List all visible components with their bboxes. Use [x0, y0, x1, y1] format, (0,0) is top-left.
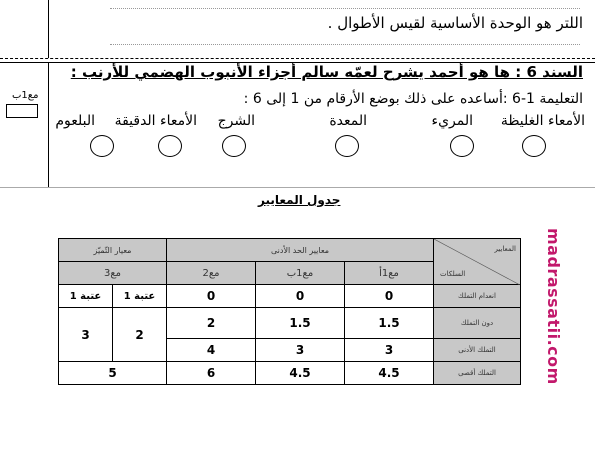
answer-circle[interactable] [158, 135, 182, 157]
answer-circle[interactable] [335, 135, 359, 157]
row-label: دون التملك [434, 308, 521, 339]
table-cell: 6 [167, 362, 256, 385]
diagonal-line [434, 239, 520, 285]
instruction-text: التعليمة 1-6 :أساعده على ذلك بوضع الأرقام من 1 إلى 6 : [243, 91, 583, 107]
part-label: الأمعاء الدقيقة [114, 113, 197, 129]
table-cell: 4 [167, 339, 256, 362]
table-cell: 2 [167, 308, 256, 339]
row-label: انعدام التملك [434, 285, 521, 308]
table-cell: عتبة 1 [59, 285, 113, 308]
answer-circle[interactable] [90, 135, 114, 157]
part-label: الشرج [217, 113, 255, 129]
table-cell: 4.5 [345, 362, 434, 385]
row-label: التملك أقصى [434, 362, 521, 385]
col-header: مع1ب [256, 262, 345, 285]
answer-circle[interactable] [450, 135, 474, 157]
section-separator [0, 58, 595, 59]
col-header: مع2 [167, 262, 256, 285]
part-label: البلعوم [55, 113, 95, 129]
section6-title: السند 6 : ها هو أحمد يشرح لعمّه سالم أجزاء الأنبوب الهضمي للأرنب : [70, 63, 583, 81]
row-label: التملك الأدنى [434, 339, 521, 362]
part-label: المعدة [329, 113, 367, 129]
table-cell: 3 [345, 339, 434, 362]
table-cell: 4.5 [256, 362, 345, 385]
score-label: مع1ب [12, 90, 39, 101]
col-header: مع1أ [345, 262, 434, 285]
answer-circle[interactable] [522, 135, 546, 157]
table-cell: 1.5 [345, 308, 434, 339]
statement-text: اللتر هو الوحدة الأساسية لقيس الأطوال . [327, 14, 583, 32]
criteria-table [58, 238, 521, 385]
table-cell: 0 [167, 285, 256, 308]
table-cell: 0 [345, 285, 434, 308]
group-excellence-header: معيار التّميّز [59, 239, 167, 262]
col-header: مع3 [59, 262, 167, 285]
table-cell: 2 [113, 308, 167, 362]
left-margin-line [48, 0, 49, 58]
part-label: المريء [431, 113, 473, 129]
table-cell: 1.5 [256, 308, 345, 339]
table-cell: عتبة 1 [113, 285, 167, 308]
table-cell: 5 [59, 362, 167, 385]
table-corner: المعايير السلكات [434, 239, 521, 285]
table-cell: 0 [256, 285, 345, 308]
group-min-header: معايير الحد الأدنى [167, 239, 434, 262]
answer-circle[interactable] [222, 135, 246, 157]
table-cell: 3 [256, 339, 345, 362]
watermark: madrassatii.com [544, 228, 563, 385]
table-title: جدول المعايير [258, 193, 341, 207]
part-label: الأمعاء الغليظة [500, 113, 585, 129]
section-separator [0, 187, 595, 188]
dotted-line [110, 8, 580, 9]
table-cell: 3 [59, 308, 113, 362]
left-margin-line [48, 62, 49, 187]
dotted-line [110, 44, 580, 45]
score-box[interactable] [6, 104, 38, 118]
